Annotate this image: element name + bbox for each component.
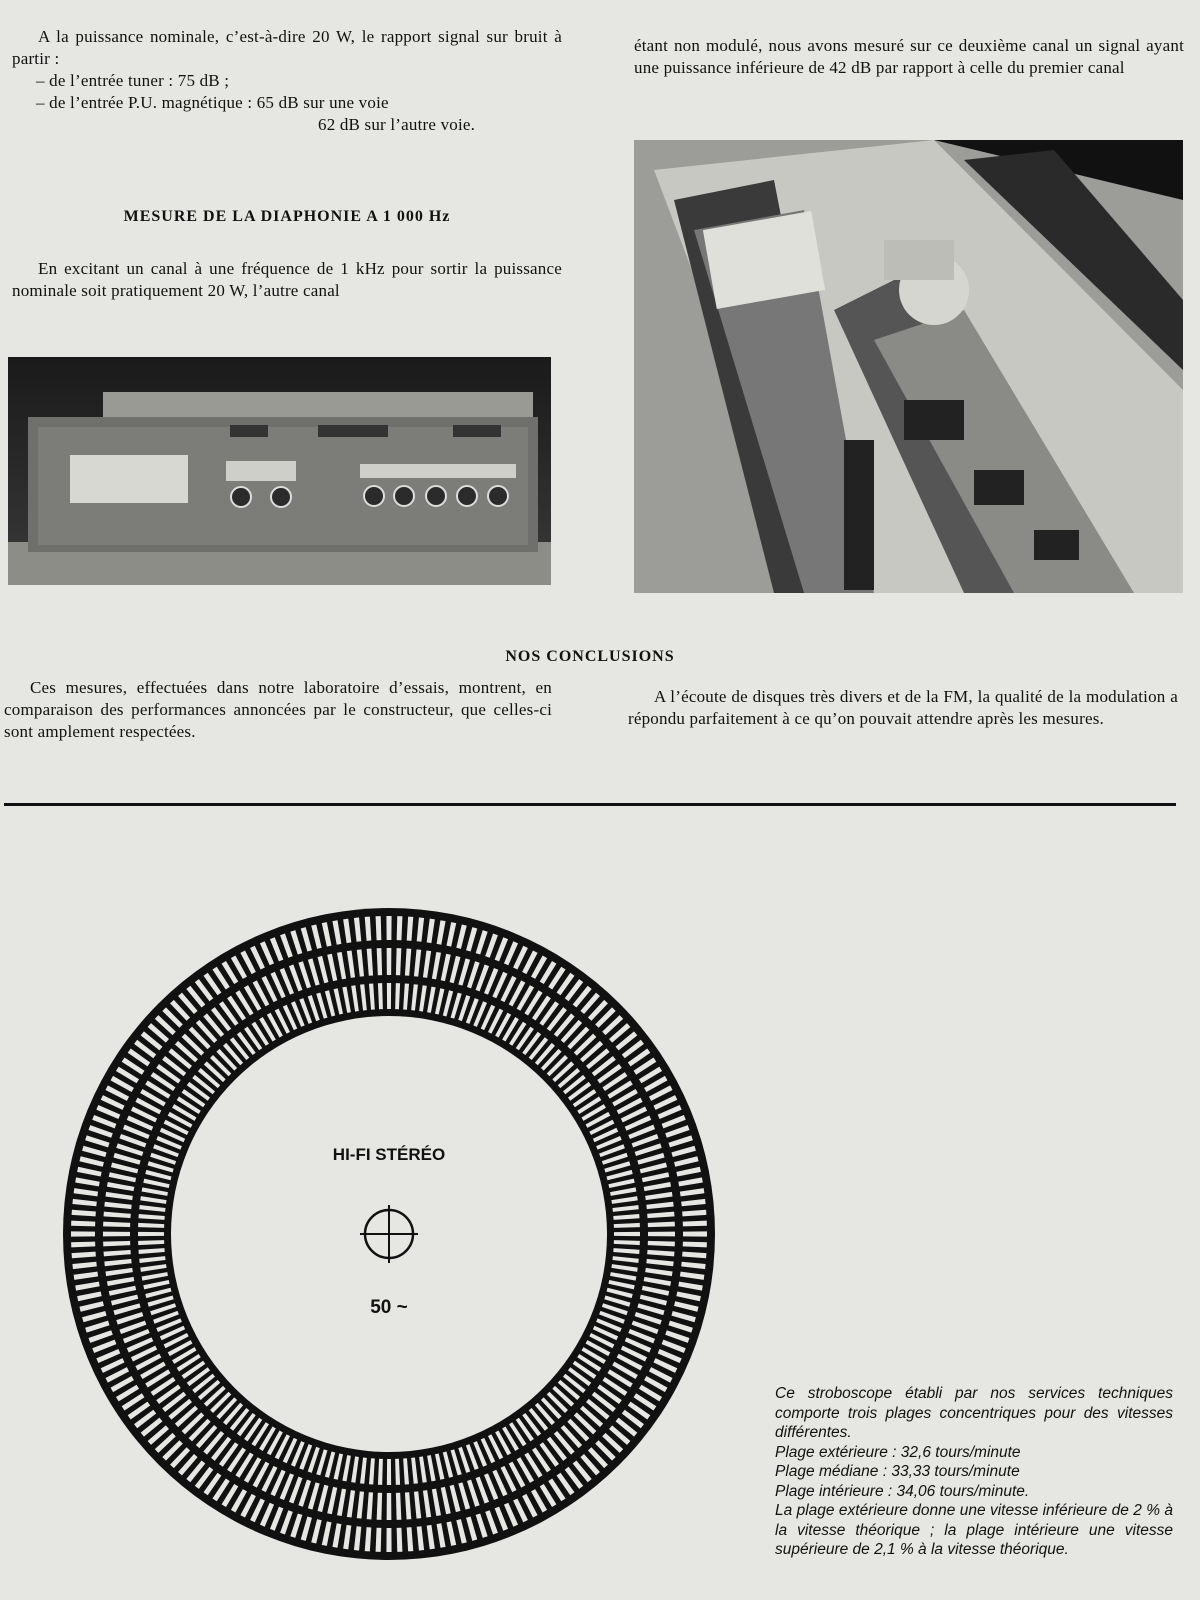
conclusions-left-paragraph: Ces mesures, effectuées dans notre laboratoire d’essais, montrent, en comparaison des performances annoncées par le constructeur, que celles-ci sont amplement respectées. xyxy=(4,678,552,741)
list-item-pu-other: 62 dB sur l’autre voie. xyxy=(318,115,476,134)
conclusions-heading: NOS CONCLUSIONS xyxy=(505,648,675,665)
diaphonie-heading: MESURE DE LA DIAPHONIE A 1 000 Hz xyxy=(123,208,451,225)
conclusions-left xyxy=(4,677,552,743)
caption-line-interieure: Plage intérieure : 34,06 tours/minute. xyxy=(775,1482,1030,1500)
stroboscope-bar xyxy=(387,948,392,975)
list-item-pu: – de l’entrée P.U. magnétique : 65 dB sur une voie xyxy=(36,93,389,112)
signal-noise-text xyxy=(12,26,562,136)
stroboscope-bar xyxy=(387,1459,391,1485)
caption-line-conclusion: La plage extérieure donne une vitesse inférieure de 2 % à la vitesse théorique ; la plage intérieure une vitesse supérieure de 2,1 % à la vitesse théorique. xyxy=(775,1502,1173,1558)
stroboscope-bar xyxy=(387,1493,392,1520)
amplifier-interior-illustration xyxy=(634,140,1183,593)
conclusions-right-paragraph: A l’écoute de disques très divers et de la FM, la qualité de la modulation a répondu parfaitement à ce qu’on pouvait attendre après les mesures. xyxy=(628,687,1178,728)
list-item-tuner: – de l’entrée tuner : 75 dB ; xyxy=(36,71,230,90)
section-divider xyxy=(4,803,1176,806)
diaphonie-paragraph: En excitant un canal à une fréquence de 1 kHz pour sortir la puissance nominale soit pratiquement 20 W, l’autre canal xyxy=(12,259,562,300)
stroboscope-caption xyxy=(775,1384,1173,1560)
stroboscope-bar xyxy=(397,916,403,940)
stroboscope-disc xyxy=(60,905,718,1563)
stroboscope-bar xyxy=(614,1232,640,1236)
stroboscope-bar xyxy=(138,1232,164,1236)
stroboscope-bar xyxy=(386,916,391,940)
right-column-paragraph: étant non modulé, nous avons mesuré sur ce deuxième canal un signal ayant une puissance inférieure de 42 dB par rapport à celle du premier canal xyxy=(634,36,1184,77)
stroboscope-bar xyxy=(103,1232,130,1237)
stroboscope-frequency: 50 ~ xyxy=(370,1297,408,1318)
stroboscope-bar xyxy=(648,1232,675,1237)
amplifier-rear-illustration xyxy=(8,357,551,585)
stroboscope-bar xyxy=(386,1528,391,1552)
caption-line-intro: Ce stroboscope établi par nos services techniques comporte trois plages concentriques pour des vitesses différentes. xyxy=(775,1385,1173,1441)
stroboscope-title: HI-FI STÉRÉO xyxy=(332,1145,446,1164)
conclusions-right xyxy=(628,686,1178,730)
stroboscope-bar xyxy=(683,1221,707,1227)
amplifier-rear-photo xyxy=(8,357,551,585)
stroboscope-bar xyxy=(376,1528,382,1552)
stroboscope-bar xyxy=(71,1242,95,1248)
right-column-text xyxy=(634,35,1184,79)
stroboscope-bar xyxy=(397,1528,403,1552)
stroboscope-bar xyxy=(683,1231,707,1236)
stroboscope-bar xyxy=(683,1242,707,1248)
stroboscope-bar xyxy=(71,1221,95,1227)
stroboscope-bar xyxy=(376,916,382,940)
signal-noise-intro: A la puissance nominale, c’est-à-dire 20 W, le rapport signal sur bruit à partir : xyxy=(12,27,562,68)
caption-line-exterieure: Plage extérieure : 32,6 tours/minute xyxy=(775,1443,1021,1461)
stroboscope-bar xyxy=(387,983,391,1009)
caption-line-mediane: Plage médiane : 33,33 tours/minute xyxy=(775,1463,1020,1480)
amplifier-interior-photo xyxy=(634,140,1183,593)
stroboscope-graphic xyxy=(60,905,718,1563)
stroboscope-bar xyxy=(71,1231,95,1236)
diaphonie-text xyxy=(12,258,562,302)
